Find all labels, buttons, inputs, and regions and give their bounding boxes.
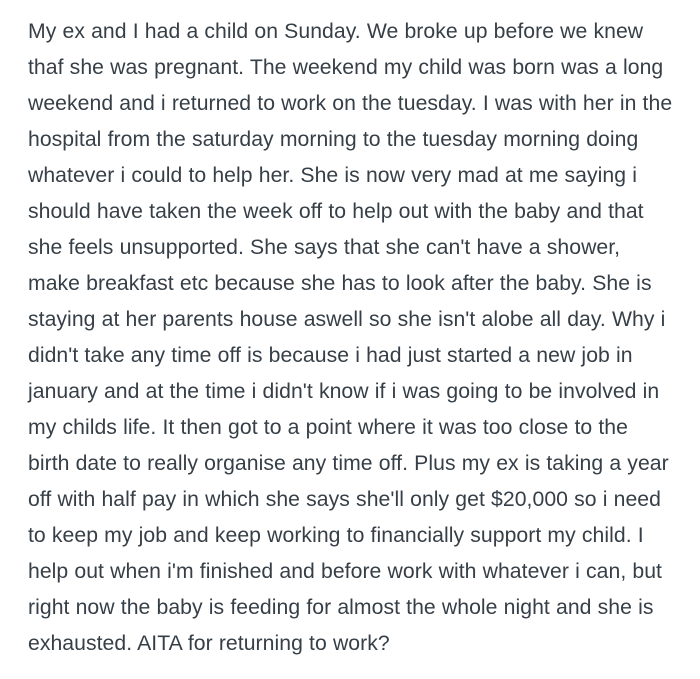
post-body-text: My ex and I had a child on Sunday. We broke up before we knew thaf she was pregnant. The weekend my child was born was a long weekend and i returned to work on the tuesday. I was with her in the hospital from the saturday morning to the tuesday morning doing whatever i could to help her. She is now very mad at me saying i should have taken the week off to help out with the baby and that she feels unsupported. She says that she can't have a shower, make breakfast etc because she has to look after the baby. She is staying at her parents house aswell so she isn't alobe all day. Why i didn't take any time off is because i had just started a new job in january and at the time i didn't know if i was going to be involved in my childs life. It then got to a point where it was too close to the birth date to really organise any time off. Plus my ex is taking a year off with half pay in which she says she'll only get $20,000 so i need to keep my job and keep working to financially support my child. I help out when i'm finished and before work with whatever i can, but right now the baby is feeding for almost the whole night and she is exhausted. AITA for returning to work?: [28, 20, 673, 655]
